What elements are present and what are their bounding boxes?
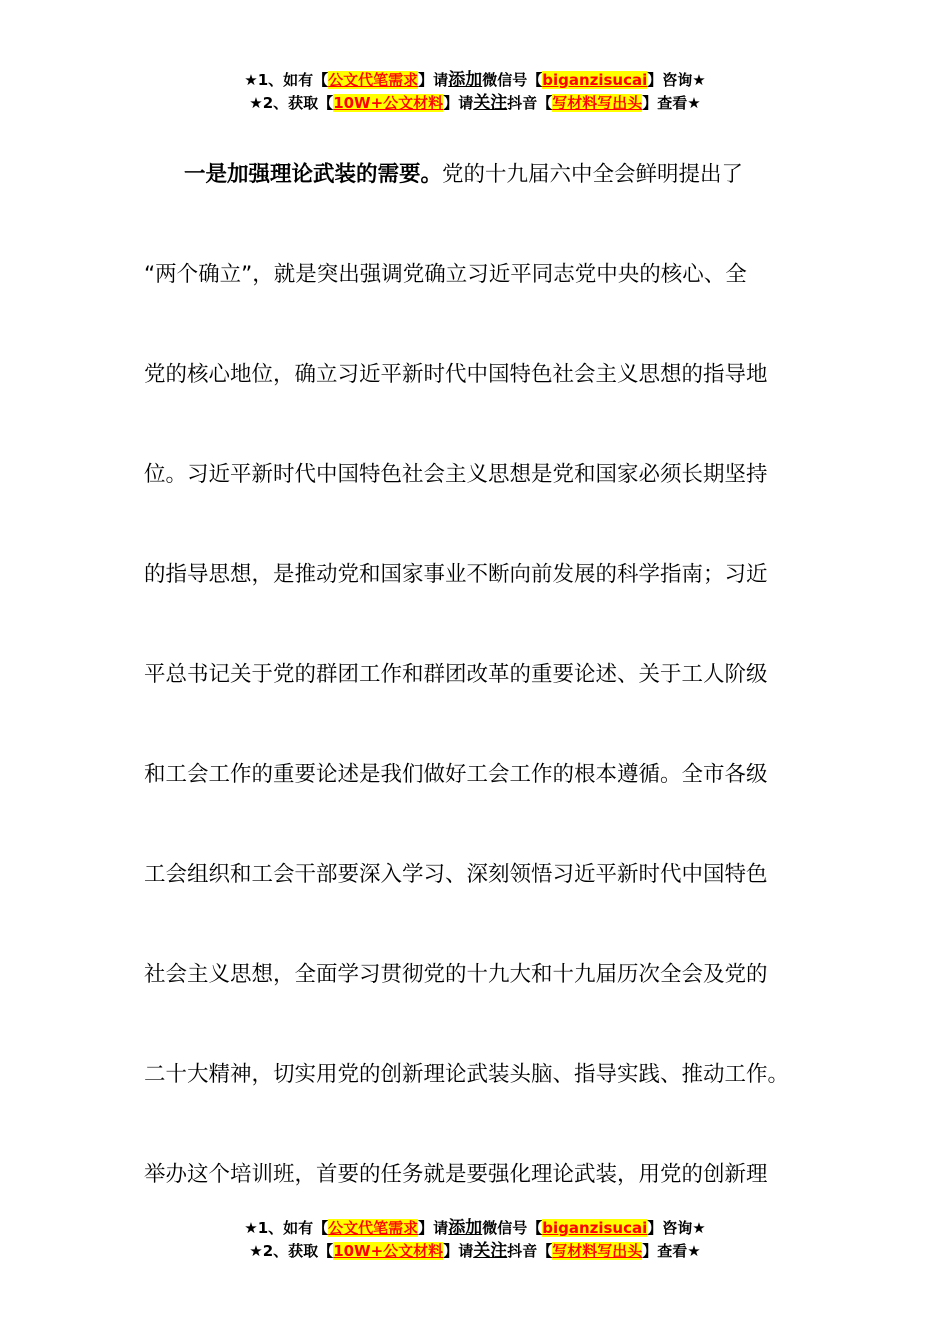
star-icon: ★ [244,1219,258,1237]
highlight-service: 公文代笔需求 [328,1219,419,1237]
star-icon: ★ [692,1219,706,1237]
highlight-service: 公文代笔需求 [328,71,419,89]
promo-line-2 [0,1240,950,1263]
star-icon: ★ [249,1242,263,1260]
promo-text: 1、如有【 [257,1219,329,1237]
emphasis-add: 添加 [448,1218,483,1238]
highlight-wechat-id: biganzisucai [542,71,648,89]
promo-text: 微信号【 [482,71,543,89]
promo-text: 】查看 [642,1242,688,1260]
paragraph-line: 工会组织和工会干部要深入学习、深刻领悟习近平新时代中国特色 [144,862,768,887]
promo-text: 2、获取【 [262,94,334,112]
promo-banner-top [0,69,950,115]
paragraph-line: 举办这个培训班，首要的任务就是要强化理论武装，用党的创新理 [144,1162,768,1187]
promo-text: 】咨询 [647,1219,693,1237]
promo-line-1 [0,69,950,92]
paragraph-line: 平总书记关于党的群团工作和群团改革的重要论述、关于工人阶级 [144,662,768,687]
promo-text: 】请 [443,1242,474,1260]
paragraph-line: 社会主义思想，全面学习贯彻党的十九大和十九届历次全会及党的 [144,962,768,987]
paragraph-line: 二十大精神，切实用党的创新理论武装头脑、指导实践、推动工作。 [144,1062,790,1087]
promo-line-1 [0,1217,950,1240]
star-icon: ★ [687,94,701,112]
paragraph-line: 党的核心地位，确立习近平新时代中国特色社会主义思想的指导地 [144,362,768,387]
paragraph-text: 党的十九届六中全会鲜明提出了 [442,162,744,187]
star-icon: ★ [249,94,263,112]
paragraph-lead: 一是加强理论武装的需要。 [184,162,443,187]
document-body [144,125,824,1225]
promo-text: 】咨询 [647,71,693,89]
highlight-materials: 10W+公文材料 [333,1242,444,1260]
star-icon: ★ [692,71,706,89]
promo-text: 】请 [418,1219,449,1237]
promo-text: 微信号【 [482,1219,543,1237]
promo-text: 】请 [443,94,474,112]
promo-text: 抖音【 [507,94,553,112]
paragraph-line [144,125,824,225]
highlight-douyin-id: 写材料写出头 [552,1242,643,1260]
promo-banner-bottom [0,1217,950,1263]
highlight-douyin-id: 写材料写出头 [552,94,643,112]
paragraph-line: 位。习近平新时代中国特色社会主义思想是党和国家必须长期坚持 [144,462,768,487]
paragraph-line: “两个确立”，就是突出强调党确立习近平同志党中央的核心、全 [144,262,747,287]
paragraph-line: 和工会工作的重要论述是我们做好工会工作的根本遵循。全市各级 [144,762,768,787]
promo-line-2 [0,92,950,115]
paragraph-line: 的指导思想，是推动党和国家事业不断向前发展的科学指南；习近 [144,562,768,587]
star-icon: ★ [244,71,258,89]
emphasis-follow: 关注 [473,1241,508,1261]
emphasis-follow: 关注 [473,93,508,113]
promo-text: 】请 [418,71,449,89]
highlight-wechat-id: biganzisucai [542,1219,648,1237]
promo-text: 2、获取【 [262,1242,334,1260]
promo-text: 抖音【 [507,1242,553,1260]
promo-text: 1、如有【 [257,71,329,89]
emphasis-add: 添加 [448,70,483,90]
star-icon: ★ [687,1242,701,1260]
highlight-materials: 10W+公文材料 [333,94,444,112]
promo-text: 】查看 [642,94,688,112]
